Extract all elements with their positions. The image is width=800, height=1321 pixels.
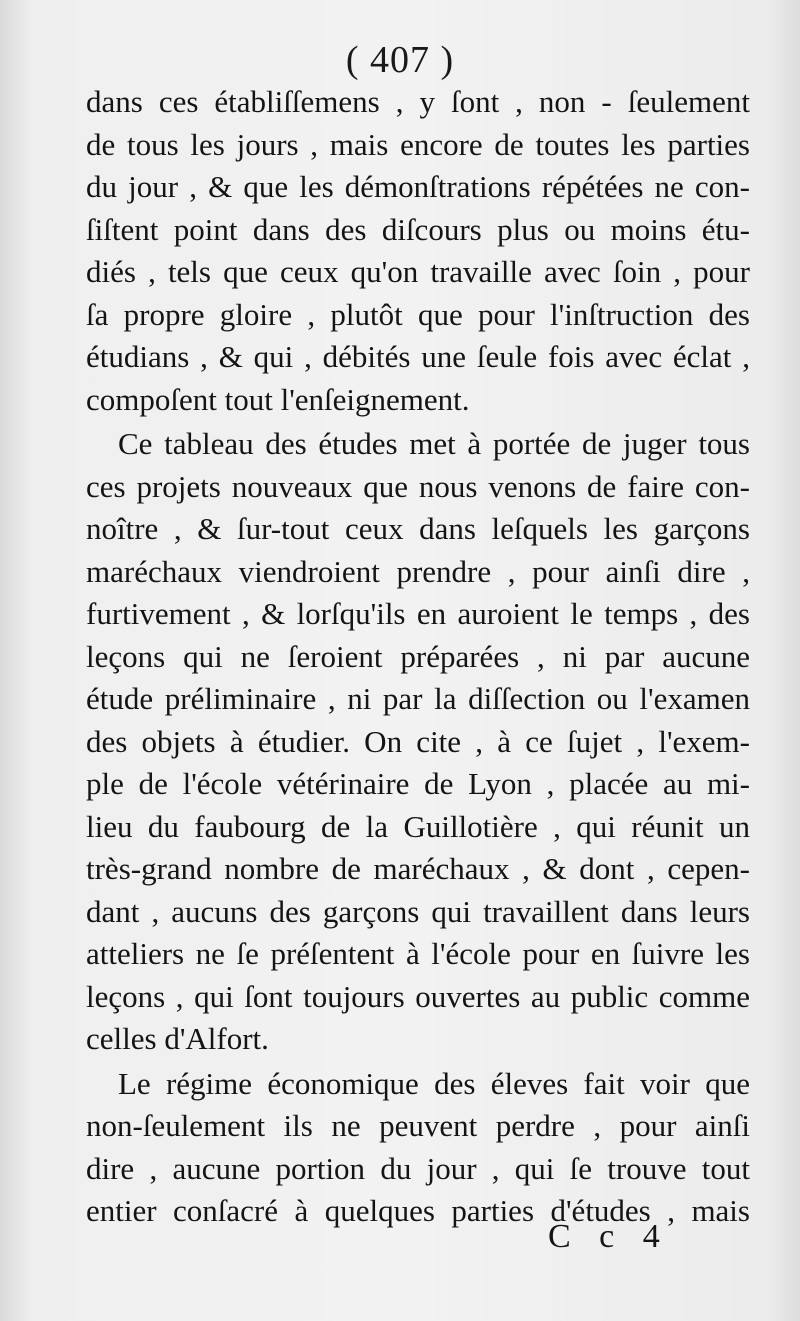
text-line: très-grand nombre de maréchaux , & dont , cepen- — [86, 851, 750, 886]
text-line: entier conſacré à quelques parties d'études , mais — [86, 1193, 750, 1228]
text-line: ſiſtent point dans des diſcours plus ou moins étu- — [86, 212, 750, 247]
text-line: lieu du faubourg de la Guillotière , qui réunit un — [86, 809, 750, 844]
text-line: dire , aucune portion du jour , qui ſe trouve tout — [86, 1151, 750, 1186]
text-line: du jour , & que les démonſtrations répétées ne con- — [86, 169, 750, 204]
text-line: compoſent tout l'enſeignement. — [86, 382, 470, 417]
text-line: dant , aucuns des garçons qui travaillent dans leurs — [86, 894, 750, 929]
text-line: étude préliminaire , ni par la diſſection ou l'examen — [86, 681, 750, 716]
text-line: des objets à étudier. On cite , à ce ſujet , l'exem- — [86, 724, 750, 759]
text-line: atteliers ne ſe préſentent à l'école pour en ſuivre les — [86, 936, 750, 971]
text-line: diés , tels que ceux qu'on travaille avec ſoin , pour — [86, 254, 750, 289]
text-line: de tous les jours , mais encore de toutes les parties — [86, 127, 750, 162]
text-line: étudians , & qui , débités une ſeule fois avec éclat , — [86, 339, 750, 374]
text-line: dans ces établiſſemens , y ſont , non - ſeulement — [86, 84, 750, 119]
page-number: ( 407 ) — [345, 39, 455, 81]
text-line: celles d'Alfort. — [86, 1021, 269, 1056]
text-line: noître , & ſur-tout ceux dans leſquels les garçons — [86, 511, 750, 546]
text-line: ple de l'école vétérinaire de Lyon , placée au mi- — [86, 766, 750, 801]
paragraph-first-line: Ce tableau des études met à portée de juger tous — [118, 426, 750, 461]
text-line: ces projets nouveaux que nous venons de faire con- — [86, 469, 750, 504]
text-line: leçons qui ne ſeroient préparées , ni par aucune — [86, 639, 750, 674]
paragraph-first-line: Le régime économique des éleves fait voir que — [118, 1066, 750, 1101]
text-line: leçons , qui ſont toujours ouvertes au public comme — [86, 979, 750, 1014]
text-line: furtivement , & lorſqu'ils en auroient le temps , des — [86, 596, 750, 631]
signature-mark: C c 4 — [548, 1218, 670, 1255]
text-line: non-ſeulement ils ne peuvent perdre , pour ainſi — [86, 1108, 750, 1143]
text-line: maréchaux viendroient prendre , pour ainſi dire , — [86, 554, 750, 589]
text-line: ſa propre gloire , plutôt que pour l'inſtruction des — [86, 297, 750, 332]
